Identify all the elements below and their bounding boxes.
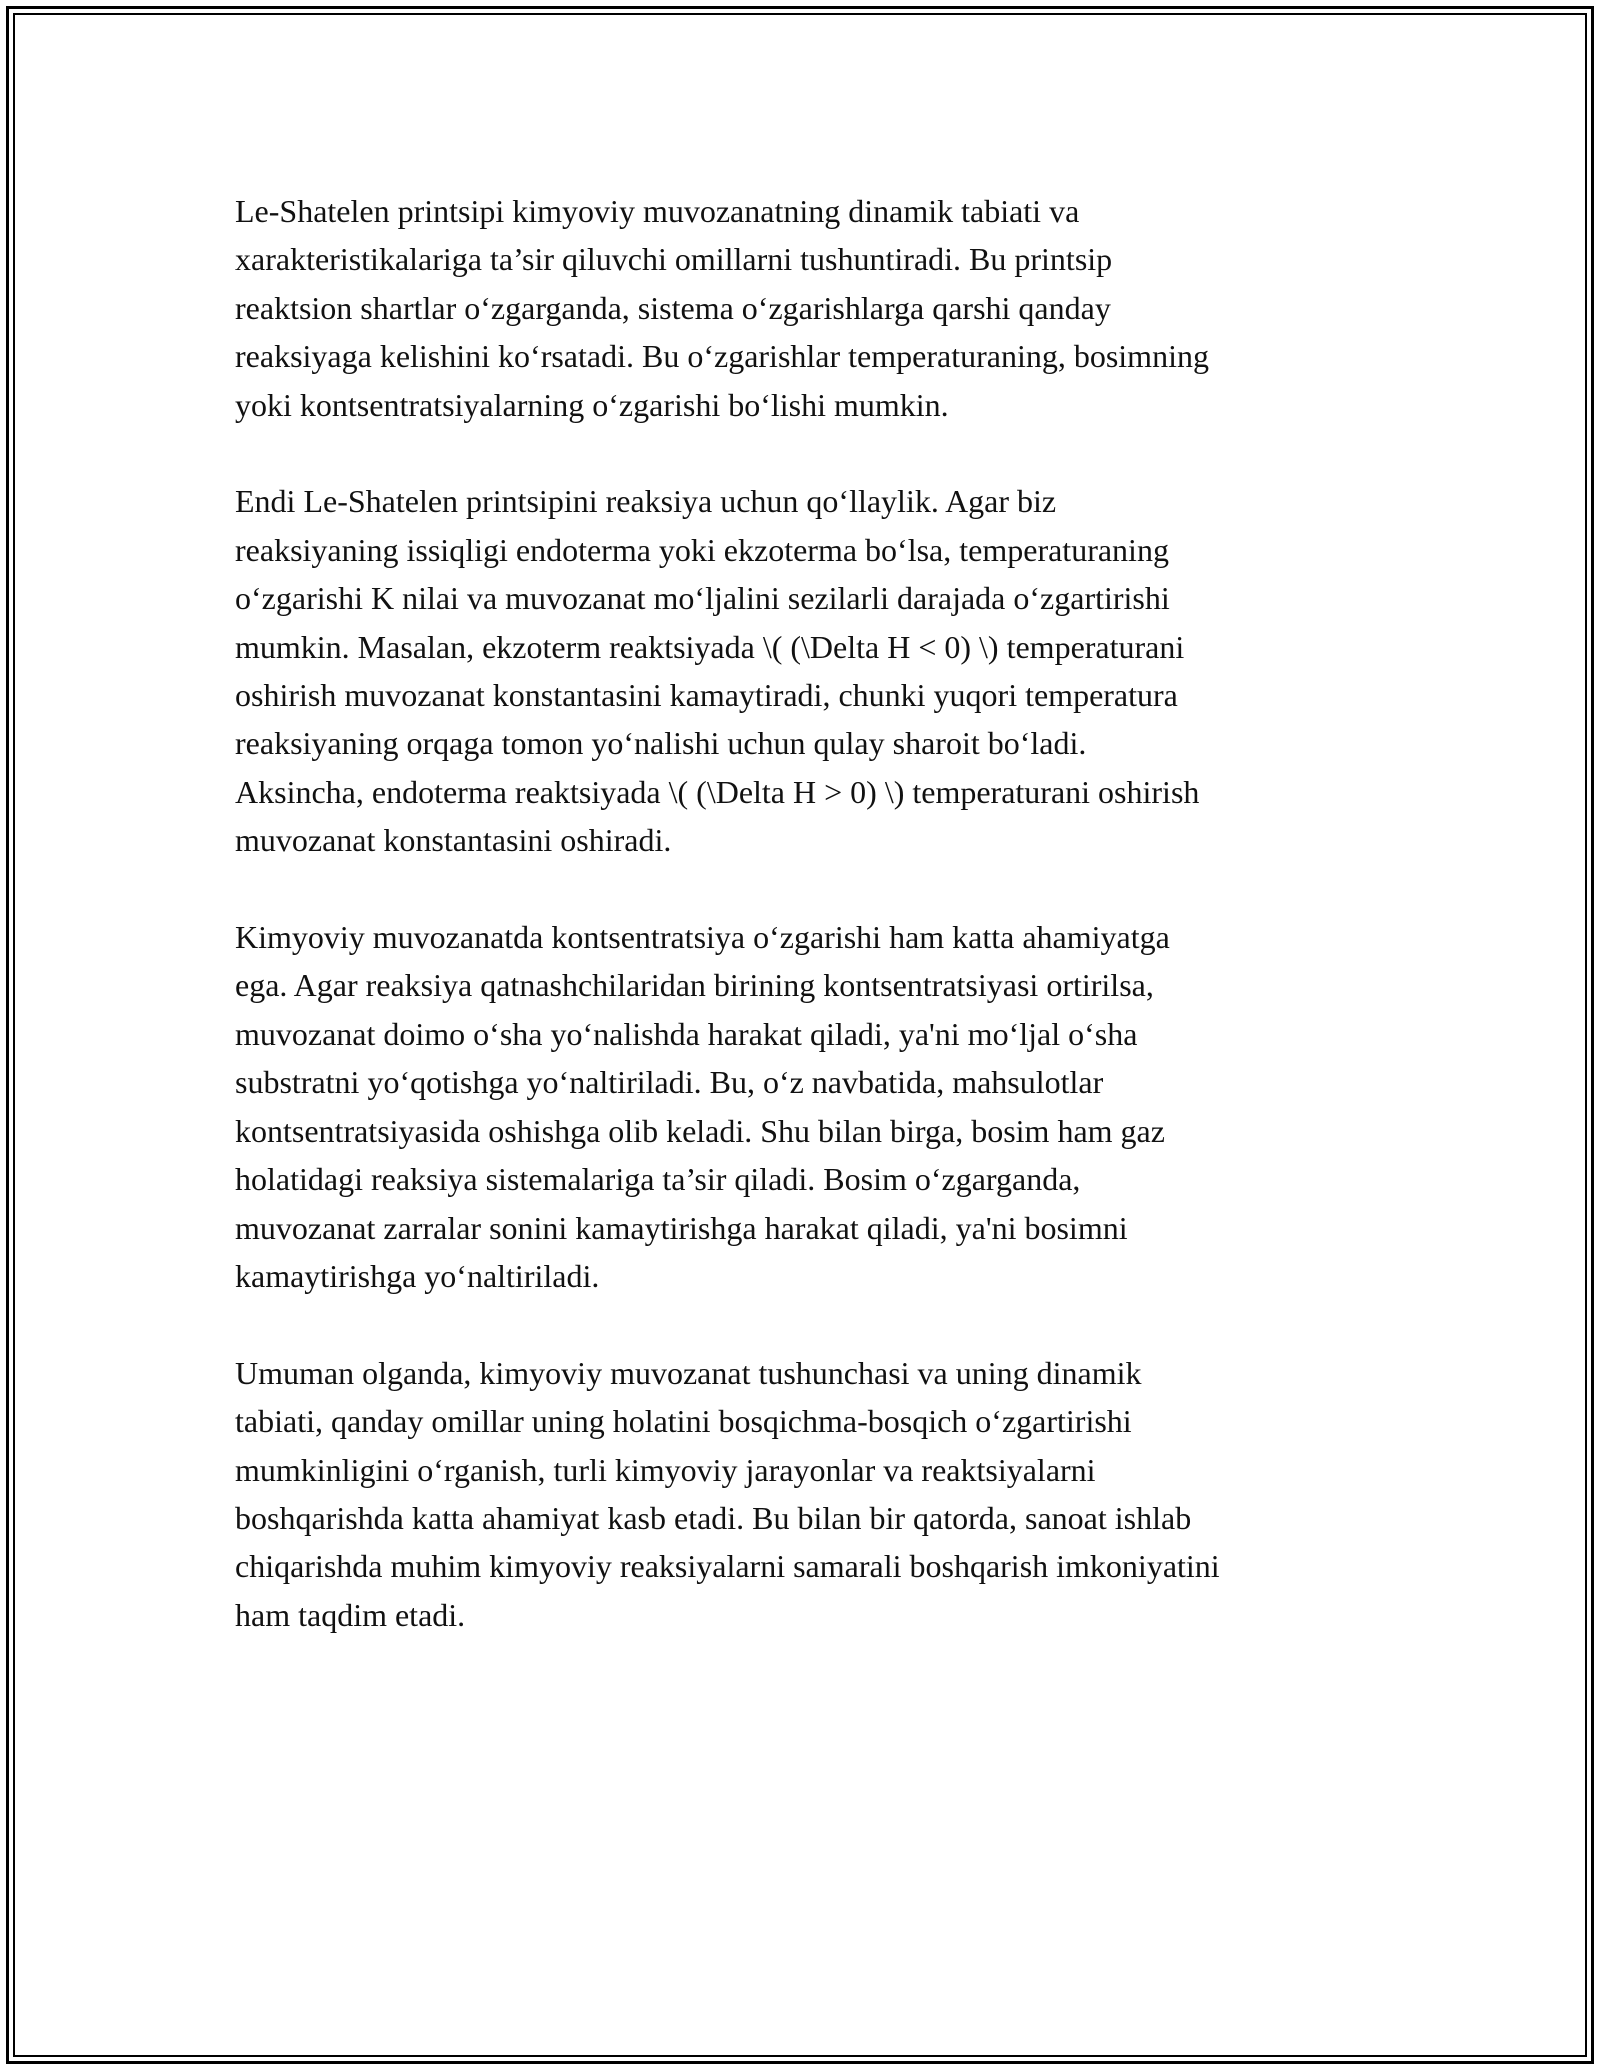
paragraph-conclusion: Umuman olganda, kimyoviy muvozanat tushunchasi va uning dinamik tabiati, qanday omillar uning holatini bosqichma-bosqich o‘zgartirishi mumkinligini o‘rganish, turli kimyoviy jarayonlar va reaktsiyalarni boshqarishda katta ahamiyat kasb etadi. Bu bilan bir qatorda, sanoat ishlab chiqarishda muhim kimyoviy reaksiyalarni samarali boshqarish imkoniyatini ham taqdim etadi. [235,1354,1220,1633]
paragraph-concentration-pressure: Kimyoviy muvozanatda kontsentratsiya o‘zgarishi ham katta ahamiyatga ega. Agar reaksiya qatnashchilaridan birining kontsentratsiyasi ortirilsa, muvozanat doimo o‘sha yo‘nalishda harakat qiladi, ya'ni mo‘ljal o‘sha substratni yo‘qotishga yo‘naltiriladi. Bu, o‘z navbatida, mahsulotlar kontsentratsiyasida oshishga olib keladi. Shu bilan birga, bosim ham gaz holatidagi reaksiya sistemalariga ta’sir qiladi. Bosim o‘zgarganda, muvozanat zarralar sonini kamaytirishga harakat qiladi, ya'ni bosimni kamaytirishga yo‘naltiriladi. [235,919,1170,1294]
paragraph-le-shatelen-intro: Le-Shatelen printsipi kimyoviy muvozanatning dinamik tabiati va xarakteristikalariga ta’sir qiluvchi omillarni tushuntiradi. Bu printsip reaktsion shartlar o‘zgarganda, sistema o‘zgarishlarga qarshi qanday reaksiyaga kelishini ko‘rsatadi. Bu o‘zgarishlar temperaturaning, bosimning yoki kontsentratsiyalarning o‘zgarishi bo‘lishi mumkin. [235,193,1209,423]
paragraph-temperature-effect: Endi Le-Shatelen printsipini reaksiya uchun qo‘llaylik. Agar biz reaksiyaning issiqligi endoterma yoki ekzoterma bo‘lsa, temperaturaning o‘zgarishi K nilai va muvozanat mo‘ljalini sezilarli darajada o‘zgartirishi mumkin. Masalan, ekzoterm reaktsiyada \( (\Delta H < 0) \) temperaturani oshirish muvozanat konstantasini kamaytiradi, chunki yuqori temperatura reaksiyaning orqaga tomon yo‘nalishi uchun qulay sharoit bo‘ladi. Aksincha, endoterma reaktsiyada \( (\Delta H > 0) \) temperaturani oshirish muvozanat konstantasini oshiradi. [235,483,1200,859]
document-body [235,187,1375,1688]
